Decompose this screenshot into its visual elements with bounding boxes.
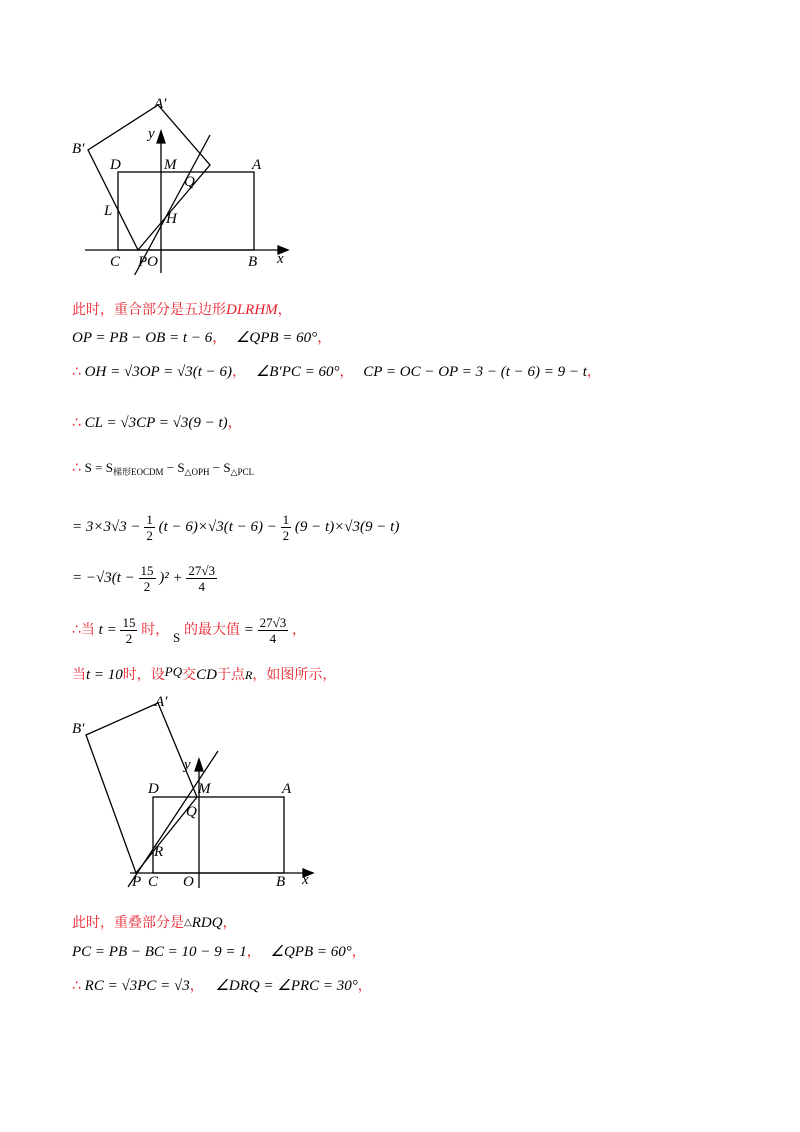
label-H: H — [166, 211, 177, 227]
label-y: y — [184, 757, 191, 773]
text-line-11 — [72, 941, 366, 961]
label-A: A — [252, 157, 262, 173]
fraction-27r3-4 — [258, 615, 289, 646]
label-Q: Q — [184, 174, 195, 190]
comma: ， — [357, 978, 372, 994]
text-line-8 — [72, 615, 306, 646]
math-l3-c: CP = OC − OP = 3 − (t − 6) = 9 − t — [363, 364, 587, 380]
frac-den: 2 — [143, 579, 151, 594]
text-l8-a: 当 — [80, 621, 95, 638]
label-y: y — [148, 126, 155, 142]
frac-num: 1 — [282, 512, 290, 527]
figure-1 — [70, 95, 300, 275]
text-line-5 — [72, 460, 254, 478]
math-l3-a: OH = √3OP = √3(t − 6) — [84, 364, 233, 380]
math-l5-mid: − S — [163, 460, 185, 475]
fraction-half — [144, 512, 155, 543]
label-B-prime: B′ — [72, 141, 85, 157]
text-line-10 — [72, 912, 237, 932]
fraction-half — [281, 512, 292, 543]
math-l9-CD: CD — [196, 667, 217, 683]
math-l2-a: OP = PB − OB = t − 6 — [72, 330, 213, 346]
text-l9-e: ，如图所示， — [252, 667, 337, 683]
math-l9-PQ: PQ — [164, 664, 183, 679]
fraction-27r3-4 — [186, 563, 217, 594]
comma: ， — [317, 330, 332, 346]
figure-2 — [70, 693, 320, 893]
label-x: x — [277, 251, 284, 267]
therefore-sign: ∴ — [72, 978, 81, 994]
text-l9-c: 交 — [182, 667, 197, 683]
label-A: A — [282, 781, 292, 797]
math-l12-a: RC = √3PC = √3 — [84, 978, 190, 994]
label-B: B — [276, 874, 286, 890]
math-l1: DLRHM — [226, 302, 278, 318]
frac-num: 27√3 — [188, 563, 216, 578]
text-line-1 — [72, 299, 292, 319]
comma: ， — [232, 364, 247, 380]
text-l8-c: 的最大值 — [183, 621, 240, 638]
math-l8-t: t = — [98, 621, 117, 638]
math-l11-b: ∠QPB = 60° — [270, 944, 352, 960]
label-D: D — [148, 781, 159, 797]
math-l2-b: ∠QPB = 60° — [235, 330, 318, 346]
math-l5-sub3: △PCL — [230, 467, 254, 477]
therefore-sign: ∴ — [72, 460, 81, 476]
text-line-3 — [72, 361, 601, 381]
math-l3-b: ∠B′PC = 60° — [255, 364, 340, 380]
frac-num: 15 — [122, 615, 136, 630]
label-O: O — [183, 874, 194, 890]
label-C: C — [148, 874, 159, 890]
therefore-sign: ∴ — [72, 364, 81, 380]
math-l6-a: = 3×3√3 − — [72, 518, 145, 535]
frac-den: 2 — [282, 528, 290, 543]
math-l7-b: )² + — [159, 569, 187, 586]
label-x: x — [302, 872, 309, 888]
frac-num: 1 — [146, 512, 153, 527]
math-l5-sub2: △OPH — [184, 467, 210, 477]
math-l7-a: = −√3(t − — [72, 569, 139, 586]
math-l5-S: S = S — [84, 460, 113, 475]
math-l8-eq: = — [239, 621, 254, 638]
label-M: M — [198, 781, 211, 797]
label-L: L — [104, 203, 113, 219]
label-M: M — [164, 157, 177, 173]
math-l5-mid2: − S — [209, 460, 231, 475]
label-R: R — [154, 844, 164, 860]
label-B: B — [248, 254, 258, 270]
text-l10-a: 此时，重叠部分是 — [72, 915, 184, 931]
text-line-7 — [72, 563, 217, 594]
math-l9-t: t = 10 — [86, 667, 123, 683]
triangle-sign: △ — [184, 917, 192, 928]
frac-den: 2 — [146, 528, 153, 543]
label-PO: PO — [138, 254, 158, 270]
text-l8-end: ， — [291, 621, 306, 638]
label-B-prime: B′ — [72, 721, 85, 737]
text-l1: 此时，重合部分是五边形 — [72, 302, 226, 318]
frac-den: 2 — [125, 631, 133, 646]
text-l10-end: ， — [222, 915, 237, 931]
math-l11-a: PC = PB − BC = 10 − 9 = 1 — [72, 944, 247, 960]
text-l9-a: 当 — [72, 667, 86, 683]
frac-den: 4 — [198, 579, 205, 594]
frac-num: 27√3 — [259, 615, 287, 630]
text-line-2 — [72, 327, 331, 347]
label-D: D — [110, 157, 121, 173]
label-P: P — [132, 874, 142, 890]
label-A-prime: A′ — [154, 96, 167, 112]
math-l10-RDQ: RDQ — [191, 915, 223, 931]
text-l8-b: 时， — [141, 621, 170, 638]
comma: ， — [246, 944, 261, 960]
text-l9-b: 时，设 — [122, 667, 165, 683]
text-line-9 — [72, 664, 336, 684]
comma: ， — [351, 944, 366, 960]
math-l12-b: ∠DRQ = ∠PRC = 30° — [215, 978, 358, 994]
text-line-12 — [72, 975, 372, 995]
comma: ， — [227, 415, 242, 431]
frac-den: 4 — [269, 631, 277, 646]
therefore-sign: ∴ — [72, 621, 81, 638]
therefore-sign: ∴ — [72, 415, 81, 431]
comma: ， — [189, 978, 204, 994]
comma: ， — [212, 330, 227, 346]
label-A-prime: A′ — [155, 694, 168, 710]
fraction-15-2 — [120, 615, 137, 646]
math-l6-b: (t − 6)×√3(t − 6) − — [158, 518, 281, 535]
fraction-15-2 — [139, 563, 156, 594]
label-C: C — [110, 254, 121, 270]
math-l9-R: R — [244, 668, 253, 682]
text-l1-end: ， — [277, 302, 292, 318]
comma: ， — [586, 364, 601, 380]
text-line-6 — [72, 512, 399, 543]
frac-num: 15 — [140, 563, 154, 578]
text-line-4 — [72, 412, 242, 432]
comma: ， — [339, 364, 354, 380]
math-l5-sub1: 梯形EOCDM — [112, 467, 164, 477]
text-l9-d: 于点 — [216, 667, 245, 683]
math-l6-c: (9 − t)×√3(9 − t) — [294, 518, 400, 535]
label-Q: Q — [186, 804, 197, 820]
math-l4: CL = √3CP = √3(9 − t) — [84, 415, 228, 431]
math-l8-S: S — [172, 629, 181, 645]
